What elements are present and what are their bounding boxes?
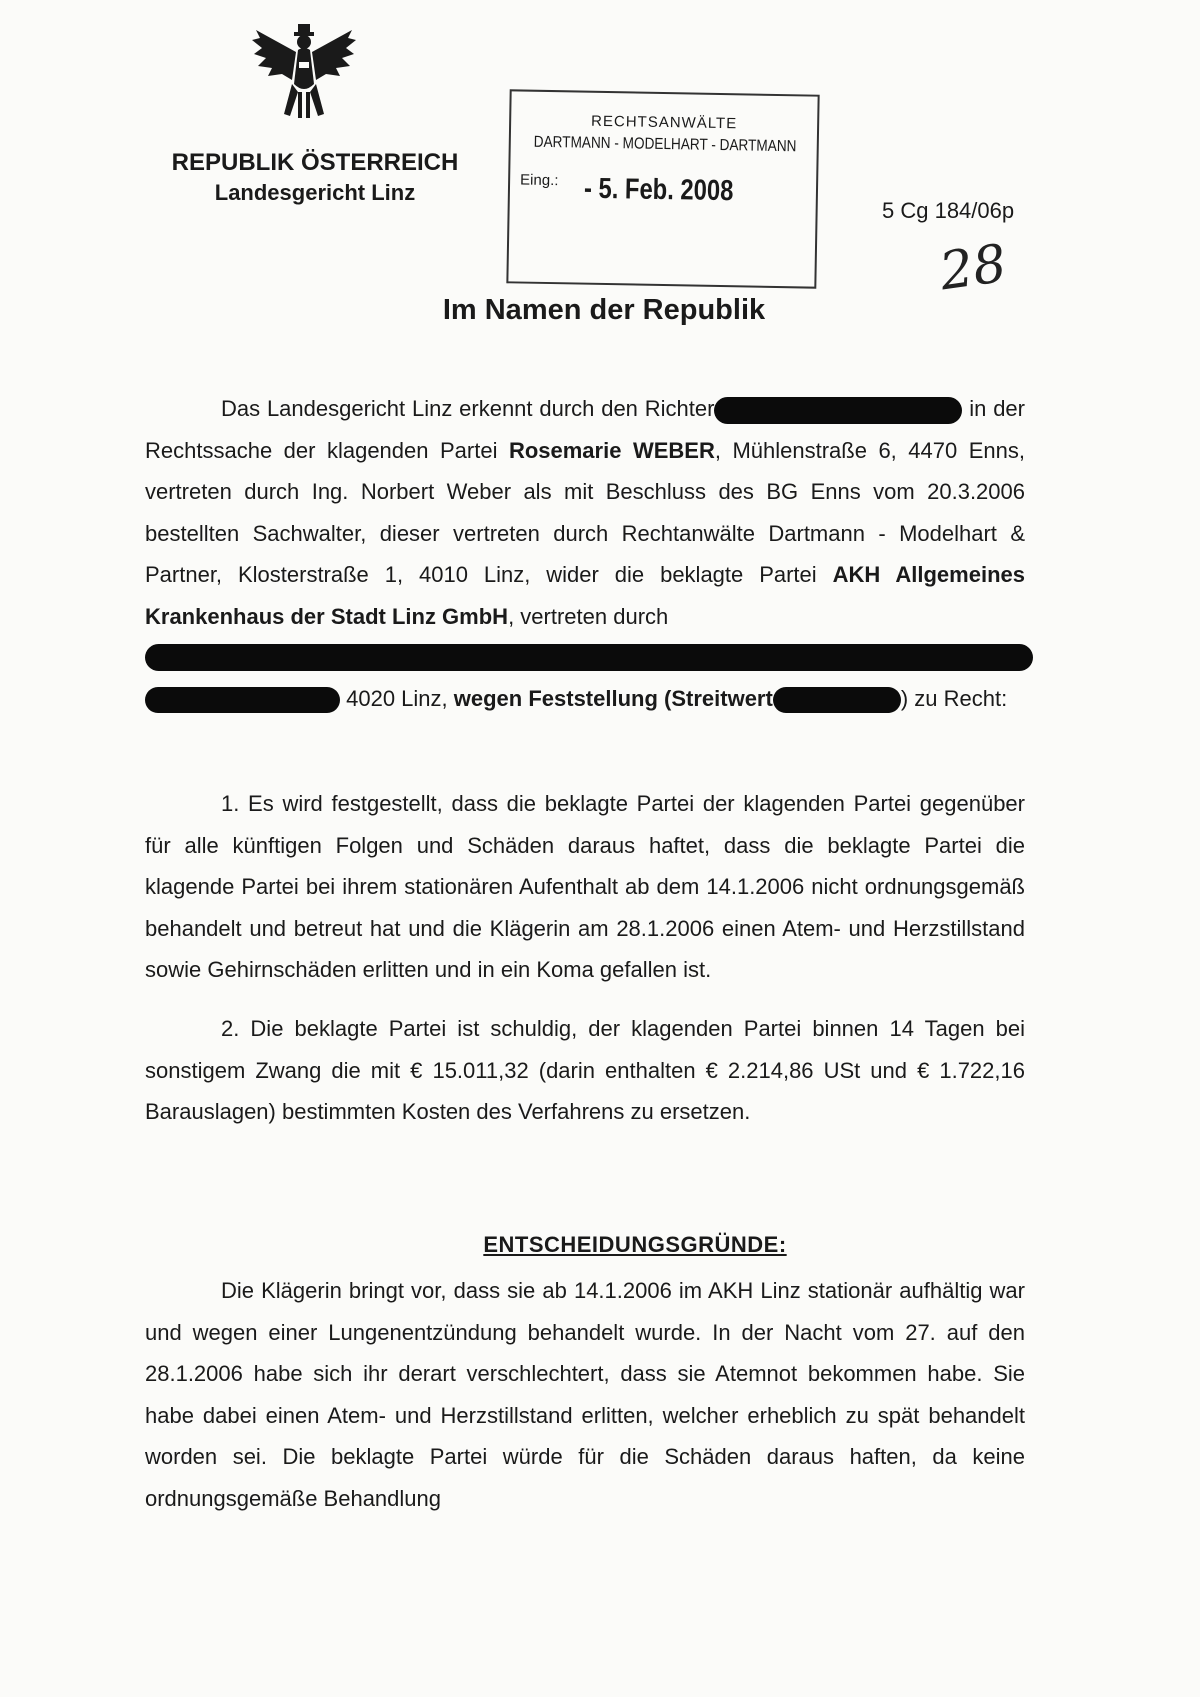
reasons-paragraph: Die Klägerin bringt vor, dass sie ab 14.1.2006 im AKH Linz stationär aufhältig war und wegen einer Lungenentzündung behandelt wurde. In der Nacht vom 27. auf den 28.1.2006 habe sich ihr derart verschlechtert, dass sie Atemnot bekommen habe. Sie habe dabei einen Atem- und Herzstillstand erlitten, welcher erheblich zu spät behandelt worden sei. Die beklagte Partei würde für die Schäden daraus haften, da keine ordnungsgemäße Behandlung	[145, 1278, 1025, 1511]
intro-text-1: Das Landesgericht Linz erkennt durch den Richter	[221, 396, 715, 421]
handwritten-number: 28	[936, 233, 1011, 303]
stamp-received-label: Eing.:	[519, 171, 559, 190]
law-firm-received-stamp	[506, 89, 819, 288]
ruling-1: 1. Es wird festgestellt, dass die beklagte Partei der klagenden Partei gegenüber für alle künftigen Folgen und Schäden daraus haftet, dass die beklagte Partei die klagende Partei bei ihrem stationären Aufenthalt ab dem 14.1.2006 nicht ordnungsgemäß behandelt und betreut hat und die Klägerin am 28.1.2006 einen Atem- und Herzstillstand sowie Gehirnschäden erlitten und in ein Koma gefallen ist.	[145, 791, 1025, 982]
country-name: REPUBLIK ÖSTERREICH	[171, 149, 459, 176]
redaction-defendant-counsel	[145, 644, 1033, 671]
ruling-2: 2. Die beklagte Partei ist schuldig, der klagenden Partei binnen 14 Tagen bei sonstigem Zwang die mit € 15.011,32 (darin enthalten € 2.214,86 USt und € 1.722,16 Barauslagen) bestimmten Kosten des Verfahrens zu ersetzen.	[145, 1016, 1025, 1124]
austrian-eagle-coat-of-arms	[248, 22, 360, 122]
defendant-name: AKH Allgemeines Krankenhaus der Stadt Linz GmbH	[145, 562, 1025, 629]
intro-text-2: in der Rechtssache der klagenden Partei	[145, 396, 1025, 463]
redaction-counsel-address	[145, 687, 340, 713]
stamp-firm-title: RECHTSANWÄLTE	[590, 112, 738, 133]
court-header	[150, 148, 480, 208]
intro-text-3: , Mühlenstraße 6, 4470 Enns, vertreten durch Ing. Norbert Weber als mit Beschluss des BG Enns vom 20.3.2006 bestellten Sachwalter, dieser vertreten durch Rechtanwälte Dartmann - Modelhart & Partner, Klosterstraße 1, 4010 Linz, wider die beklagte Partei	[145, 437, 1025, 587]
subject-matter: wegen Feststellung (Streitwert	[453, 686, 773, 711]
intro-paragraph	[145, 388, 1025, 720]
redaction-judge-name	[714, 397, 962, 424]
intro-text-5: 4020 Linz,	[346, 686, 454, 711]
stamp-received-date: - 5. Feb. 2008	[583, 172, 734, 208]
redaction-dispute-value	[773, 687, 901, 713]
intro-text-4: , vertreten durch	[508, 603, 669, 629]
case-number: 5 Cg 184/06p	[882, 198, 1015, 223]
stamp-firm-names: DARTMANN - MODELHART - DARTMANN	[533, 133, 797, 156]
plaintiff-name: Rosemarie WEBER	[508, 437, 715, 463]
intro-text-6: ) zu Recht:	[900, 686, 1008, 711]
judgment-title: Im Namen der Republik	[442, 294, 766, 326]
reasons-heading: ENTSCHEIDUNGSGRÜNDE:	[483, 1232, 787, 1257]
court-name: Landesgericht Linz	[214, 180, 416, 205]
